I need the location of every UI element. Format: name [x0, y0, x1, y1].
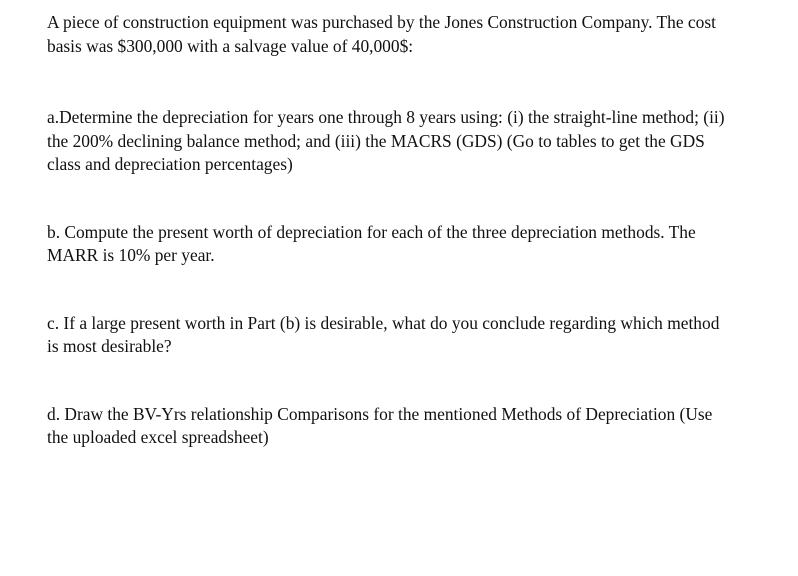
- part-c-paragraph: [47, 312, 767, 359]
- part-b-line-2: MARR is 10% per year.: [47, 245, 215, 265]
- part-b-paragraph: [47, 221, 767, 268]
- part-a-paragraph: [47, 106, 767, 177]
- part-c-line-2: is most desirable?: [47, 336, 172, 356]
- part-a-line-3: class and depreciation percentages): [47, 154, 293, 174]
- part-d-line-2: the uploaded excel spreadsheet): [47, 427, 269, 447]
- intro-paragraph: [47, 11, 767, 58]
- problem-document: [47, 11, 767, 450]
- part-a-line-2: the 200% declining balance method; and (iii) the MACRS (GDS) (Go to tables to get the GDS: [47, 130, 705, 151]
- part-d-paragraph: [47, 403, 767, 450]
- intro-line-2: basis was $300,000 with a salvage value of 40,000$:: [47, 35, 414, 56]
- part-d-line-1: d. Draw the BV-Yrs relationship Comparisons for the mentioned Methods of Depreciation (Use: [47, 403, 713, 424]
- part-a-line-1: a.Determine the depreciation for years one through 8 years using: (i) the straight-line method; (ii): [47, 107, 725, 127]
- intro-line-1: A piece of construction equipment was purchased by the Jones Construction Company. The cost: [47, 12, 716, 32]
- part-b-line-1: b. Compute the present worth of depreciation for each of the three depreciation methods. The: [47, 221, 696, 242]
- part-c-line-1: c. If a large present worth in Part (b) is desirable, what do you conclude regarding which method: [47, 312, 720, 333]
